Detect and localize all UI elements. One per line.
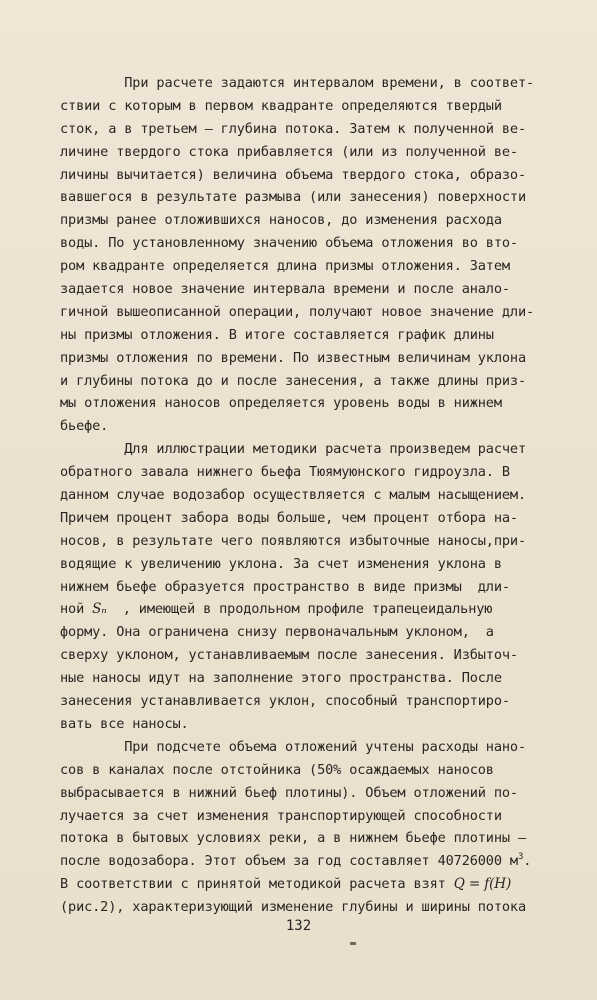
text-line: ром квадранте определяется длина призмы отложения. Затем xyxy=(60,258,510,275)
text-line: потока в бытовых условиях реки, а в нижнем бьефе плотины – xyxy=(60,830,526,847)
text-line: ные наносы идут на заполнение этого пространства. После xyxy=(60,670,502,687)
text-line: и глубины потока до и после занесения, а также длины приз- xyxy=(60,372,526,389)
text-line xyxy=(60,873,580,896)
math-symbol: Q = f(H) xyxy=(453,876,512,893)
line-part: . xyxy=(523,853,532,870)
page-mark xyxy=(350,942,356,945)
text-line: задается новое значение интервала времени и после анало- xyxy=(60,281,510,298)
text-line: При расчете задаются интервалом времени, в соответ- xyxy=(60,75,535,91)
text-line: ны призмы отложения. В итоге составляется график длины xyxy=(60,326,494,343)
line-part: ной xyxy=(60,601,93,618)
text-line: лучается за счет изменения транспортирующей способности xyxy=(60,807,502,824)
text-line: Причем процент забора воды больше, чем процент отбора на- xyxy=(60,509,518,526)
text-line xyxy=(60,598,580,621)
text-line: сверху уклоном, устанавливаемым после занесения. Избыточ- xyxy=(60,647,518,664)
paragraph xyxy=(60,72,580,438)
text-line: занесения устанавливается уклон, способный транспортиро- xyxy=(60,693,510,710)
text-line: носов, в результате чего появляются избыточные наносы,при- xyxy=(60,532,526,549)
text-line: Для иллюстрации методики расчета произведем расчет xyxy=(60,441,526,458)
page-number: 132 xyxy=(285,918,312,934)
math-symbol: Sₙ xyxy=(92,601,107,618)
text-line: призмы отложения по времени. По известным величинам уклона xyxy=(60,349,526,366)
text-line: данном случае водозабор осуществляется с малым насыщением. xyxy=(60,487,526,504)
text-line: нижнем бьефе образуется пространство в виде призмы дли- xyxy=(60,578,510,595)
text-line: (рис.2), характеризующий изменение глубины и ширины потока xyxy=(60,899,526,916)
text-line: призмы ранее отложившихся наносов, до изменения расхода xyxy=(60,212,502,229)
text-line: сов в каналах после отстойника (50% осаждаемых наносов xyxy=(60,761,494,778)
line-part: после водозабора. Этот объем за год составляет 40726000 м xyxy=(60,853,518,870)
text-line xyxy=(60,850,580,873)
text-line: обратного завала нижнего бьефа Тюямуюнского гидроузла. В xyxy=(60,464,510,481)
paragraph xyxy=(60,736,580,919)
text-line: вавшегося в результате размыва (или занесения) поверхности xyxy=(60,189,526,206)
text-line: сток, а в третьем – глубина потока. Затем к полученной ве- xyxy=(60,120,526,137)
text-line: мы отложения наносов определяется уровень воды в нижнем xyxy=(60,395,502,412)
superscript: 3 xyxy=(517,852,524,863)
text-line: гичной вышеописанной операции, получают новое значение дли- xyxy=(60,303,535,320)
text-line: бьефе. xyxy=(60,418,109,435)
text-line: вать все наносы. xyxy=(60,715,189,732)
line-part: , имеющей в продольном профиле трапецеидальную xyxy=(106,601,493,618)
line-part: В соответствии с принятой методикой расчета взят xyxy=(60,876,454,893)
text-line: форму. Она ограничена снизу первоначальным уклоном, а xyxy=(60,624,494,641)
text-line: водящие к увеличению уклона. За счет изменения уклона в xyxy=(60,555,502,572)
text-line: личины вычитается) величина объема твердого стока, образо- xyxy=(60,166,526,183)
text-line: выбрасывается в нижний бьеф плотины). Объем отложений по- xyxy=(60,784,518,801)
body-text xyxy=(60,72,580,919)
paragraph xyxy=(60,438,580,736)
text-line: При подсчете объема отложений учтены расходы нано- xyxy=(60,738,526,755)
text-line: воды. По установленному значению объема отложения во вто- xyxy=(60,235,518,252)
text-line: личине твердого стока прибавляется (или из полученной ве- xyxy=(60,143,518,160)
text-line: ствии с которым в первом квадранте определяются твердый xyxy=(60,97,502,114)
